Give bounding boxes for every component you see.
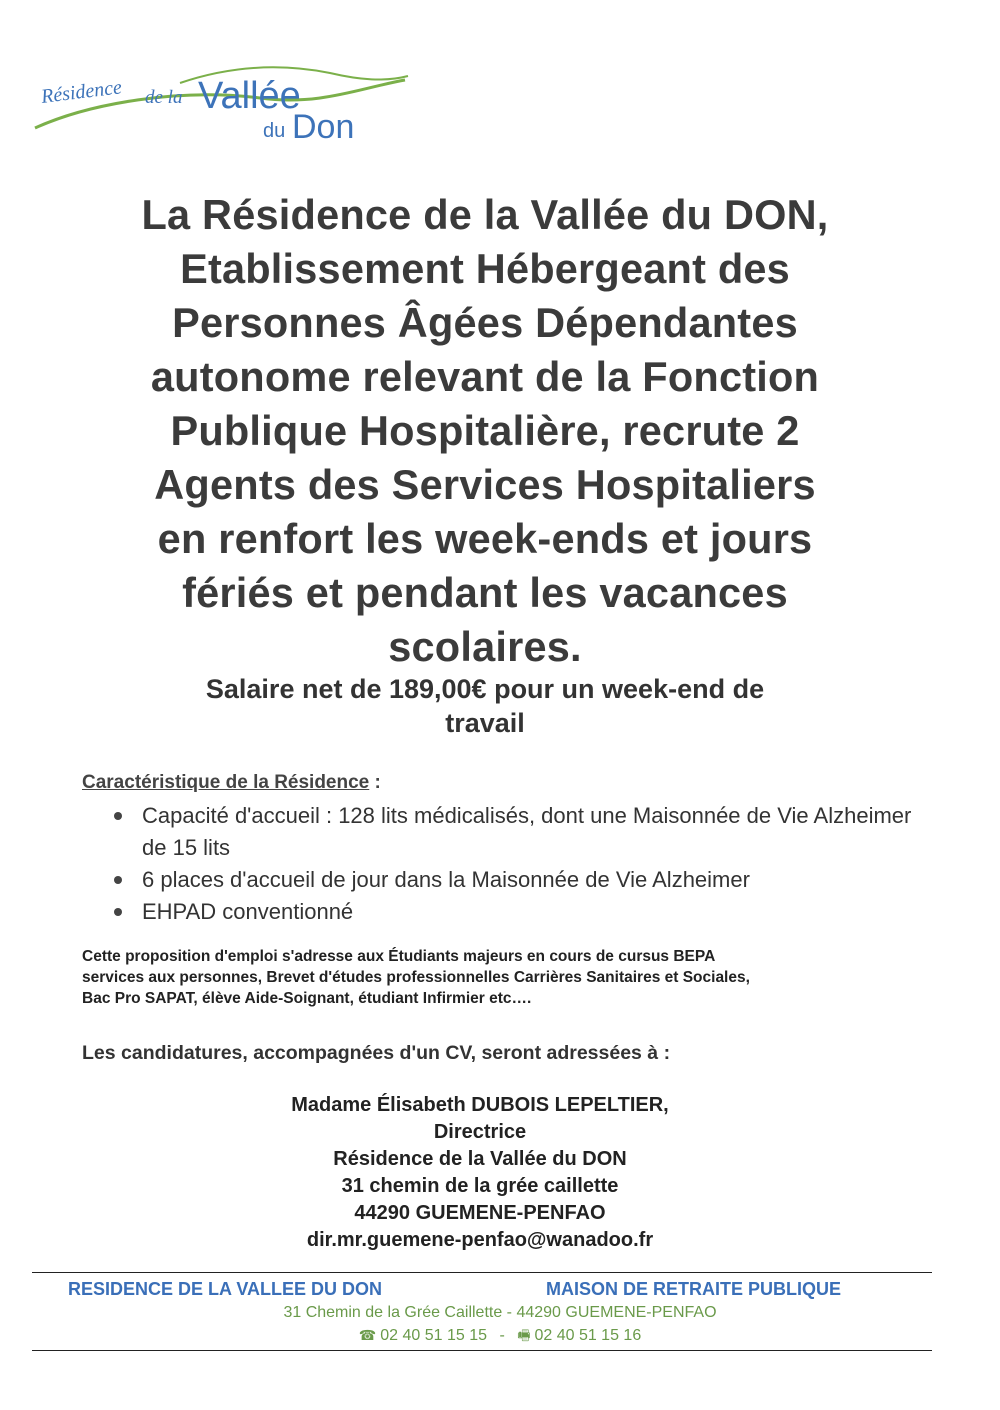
logo: [30, 58, 430, 148]
headline-line: Agents des Services Hospitaliers: [154, 461, 816, 508]
list-item: [112, 800, 912, 864]
logo-word-du: du: [263, 120, 286, 142]
candidatures-text: Les candidatures, accompagnées d'un CV, seront adressées à :: [82, 1042, 671, 1064]
characteristics-list: [112, 800, 912, 928]
list-item-text: 6 places d'accueil de jour dans la Maisonnée de Vie Alzheimer: [142, 867, 750, 892]
contact-name: Madame Élisabeth DUBOIS LEPELTIER,: [291, 1094, 669, 1116]
phone-icon: ☎: [358, 1327, 377, 1343]
proposal-line: Bac Pro SAPAT, élève Aide-Soignant, étudiant Infirmier etc….: [82, 990, 532, 1007]
characteristics-heading-colon: :: [369, 772, 381, 793]
footer-address: 31 Chemin de la Grée Caillette - 44290 GUEMENE-PENFAO: [283, 1304, 717, 1321]
list-item-text: EHPAD conventionné: [142, 899, 354, 924]
footer-phone-number: 02 40 51 15 15: [380, 1327, 487, 1344]
headline-line: Personnes Âgées Dépendantes: [172, 299, 798, 346]
contact-address: [180, 1092, 780, 1254]
contact-email[interactable]: dir.mr.guemene-penfao@wanadoo.fr: [306, 1229, 654, 1251]
headline-line: Publique Hospitalière, recrute 2: [170, 407, 800, 454]
bullet-icon: [114, 812, 122, 820]
logo-word-de-la: de la: [145, 87, 183, 108]
contact-city: 44290 GUEMENE-PENFAO: [354, 1202, 606, 1224]
list-item: [112, 864, 912, 896]
contact-role: Directrice: [433, 1121, 527, 1143]
proposal-line: Cette proposition d'emploi s'adresse aux Étudiants majeurs en cours de cursus BEPA: [82, 948, 716, 965]
salary-line-1: Salaire net de 189,00€ pour un week-end de: [205, 674, 765, 704]
list-item-text: Capacité d'accueil : 128 lits médicalisés, dont une Maisonnée de Vie Alzheimer de 15 lits: [142, 803, 912, 860]
logo-word-don: Don: [292, 108, 355, 146]
proposal-paragraph: [82, 946, 912, 1009]
proposal-line: services aux personnes, Brevet d'études professionnelles Carrières Sanitaires et Sociales,: [82, 969, 750, 986]
logo-graphic: [30, 58, 430, 148]
bullet-icon: [114, 908, 122, 916]
headline-line: fériés et pendant les vacances: [182, 569, 788, 616]
logo-word-vallee: Vallée: [198, 75, 301, 117]
headline-line: en renfort les week-ends et jours: [157, 515, 813, 562]
headline-line: scolaires.: [388, 623, 582, 670]
characteristics-heading-text: Caractéristique de la Résidence: [82, 772, 370, 793]
headline-line: Etablissement Hébergeant des: [180, 245, 790, 292]
footer-contact: [0, 1325, 1000, 1349]
headline-line: autonome relevant de la Fonction: [150, 353, 820, 400]
headline-line: La Résidence de la Vallée du DON,: [141, 191, 829, 238]
bullet-icon: [114, 876, 122, 884]
contact-street: 31 chemin de la grée caillette: [341, 1175, 619, 1197]
footer-right-title: MAISON DE RETRAITE PUBLIQUE: [546, 1279, 842, 1299]
logo-word-residence: Résidence: [39, 76, 124, 108]
headline: [70, 188, 900, 674]
salary-line-2: travail: [445, 708, 525, 738]
list-item: [112, 896, 912, 928]
footer-left-title: RESIDENCE DE LA VALLEE DU DON: [68, 1279, 383, 1299]
contact-org: Résidence de la Vallée du DON: [333, 1148, 627, 1170]
footer-top-rule: [32, 1272, 932, 1273]
salary: [70, 672, 900, 740]
footer-bottom-rule: [32, 1350, 932, 1351]
characteristics-heading: [82, 772, 381, 794]
footer-separator: -: [499, 1327, 505, 1344]
fax-icon: 🖷: [517, 1327, 531, 1343]
footer-fax-number: 02 40 51 15 16: [534, 1327, 642, 1344]
